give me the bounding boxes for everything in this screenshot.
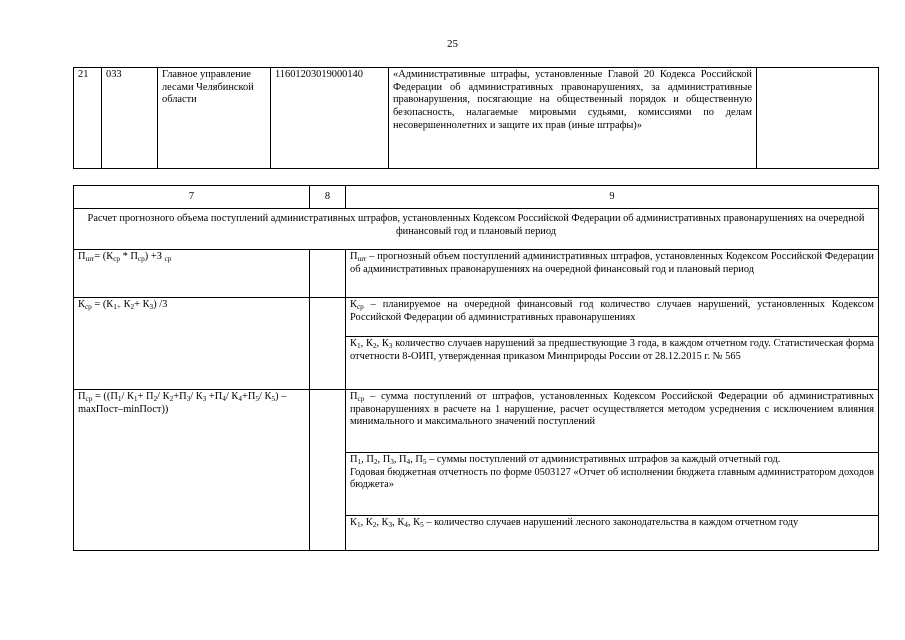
header-row [74,186,879,209]
description: $К_{ср}$ – планируемое на очередной финансовый год количество случаев нарушений, установленных Кодексом Российской Федерации об административных правонарушениях [346,298,879,337]
table-row [74,250,879,298]
section-title-row [74,209,879,250]
section-title: Расчет прогнозного объема поступлений административных штрафов, установленных Кодексом Российской Федерации об административных правонарушениях на очередной финансовый год и плановый период [74,209,879,250]
description: $П_{шт}$ – прогнозный объем поступлений административных штрафов, установленных Кодексом Российской Федерации об административных правонарушениях на очередной финансовый год и плановый период [346,250,879,298]
description: $П_1$, $П_2$, $П_3$, $П_4$, $П_5$ – суммы поступлений от административных штрафов за каждый отчетный год. Годовая бюджетная отчетность по форме 0503127 «Отчет об исполнении бюджета главным администратором доходов бюджета» [346,453,879,516]
table-row [74,390,879,453]
table-row [74,68,879,169]
description: $К_1$, $К_2$, $К_3$, $К_4$, $К_5$ – количество случаев нарушений лесного законодательства в каждом отчетном году [346,516,879,551]
empty-cell [310,298,346,390]
administrator-name: Главное управление лесами Челябинской области [158,68,271,169]
kbk-code: 11601203019000140 [271,68,389,169]
row-number: 21 [74,68,102,169]
income-name: «Административные штрафы, установленные Главой 20 Кодекса Российской Федерации об административных правонарушениях, за административные правонарушения, посягающие на общественный порядок и общественную безопасность, налагаемые мировыми судьями, комиссиями по делам несовершеннолетних и защите их прав (иные штрафы)» [389,68,757,169]
header-col-7: 7 [74,186,310,209]
budget-code-table [73,67,879,169]
formula-psr: $П_{ср} = ((П_1/$ $К_1+ П_2/$ $К_2+П_3/$ $К_3 +П_4/$ $К_4+П_5/$ $К_5$) – maxПост–minПост)) [74,390,310,551]
admin-code: 033 [102,68,158,169]
formula-pshtr: $П_{шт}= (К_{ср} * П_{ср}) +З$ $_{ср}$ [74,250,310,298]
header-col-8: 8 [310,186,346,209]
empty-cell [310,250,346,298]
calculation-table [73,185,879,551]
description: $П_{ср}$ – сумма поступлений от штрафов, установленных Кодексом Российской Федерации об административных правонарушениях в расчете на 1 нарушение, расчет осуществляется методом усреднения с исключением влияния минимального и максимального значений поступлений [346,390,879,453]
formula-ksr: $К_{ср} = (К_{1+}$ $К_2+ К_3$) /3 [74,298,310,390]
empty-cell [310,390,346,551]
description: $К_1$, $К_2$, $К_3$ количество случаев нарушений за предшествующие 3 года, в каждом отчетном году. Статистическая форма отчетности 8-ОИП, утвержденная приказом Минприроды России от 28.12.2015 г. № 565 [346,337,879,390]
empty-cell [757,68,879,169]
header-col-9: 9 [346,186,879,209]
page-number: 25 [447,38,458,50]
table-row [74,298,879,337]
